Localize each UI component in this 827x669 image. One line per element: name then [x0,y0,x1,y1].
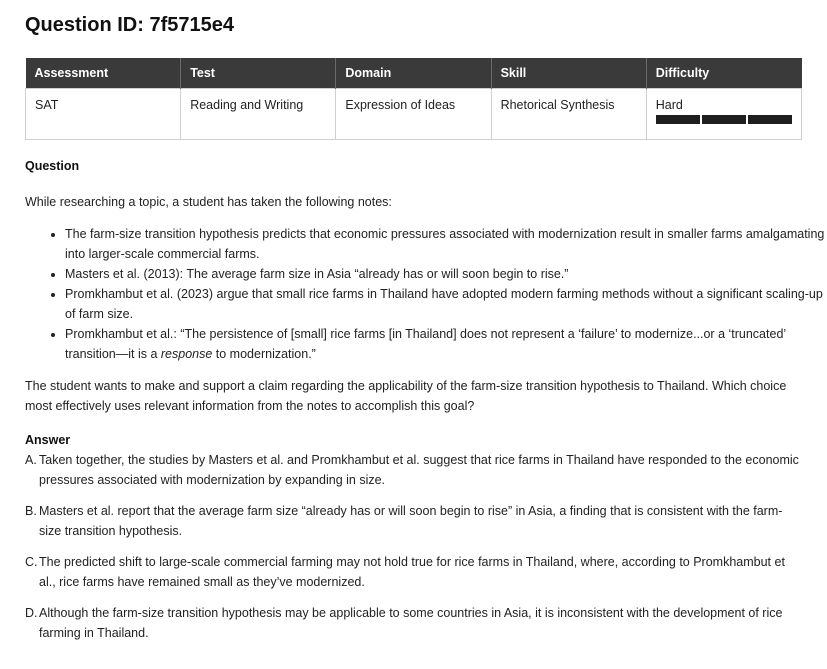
question-prompt: The student wants to make and support a claim regarding the applicability of the farm-size transition hypothesis to Thailand. Which choice most effectively uses relevant information from the notes to accomplish this goal? [25,379,787,413]
page-title: Question ID: 7f5715e4 [25,14,234,36]
answer-choices [25,450,800,654]
difficulty-label: Hard [655,98,683,112]
value-test: Reading and Writing [181,89,336,140]
answer-choice-c [25,552,800,592]
value-difficulty-cell [646,89,801,140]
meta-value-row [26,89,802,140]
answer-choice-b [25,501,800,541]
notes-list [25,224,827,364]
answer-choice-d [25,603,800,643]
value-domain: Expression of Ideas [336,89,491,140]
answer-text: The predicted shift to large-scale commercial farming may not hold true for rice farms in Thailand, where, according to Promkhambut et al., rice farms have remained small as they’ve modernized. [39,555,785,589]
note-item: • The farm-size transition hypothesis predicts that economic pressures associated with modernization result in smaller farms amalgamating into larger-scale commercial farms. [65,224,827,264]
header-domain: Domain [336,58,491,89]
note-item: • Masters et al. (2013): The average farm size in Asia “already has or will soon begin to rise.” [65,264,827,284]
answer-letter: A. [25,453,37,467]
header-skill: Skill [491,58,646,89]
difficulty-segment [748,115,792,124]
answer-text: Masters et al. report that the average farm size “already has or will soon begin to rise” in Asia, a finding that is consistent with the farm-size transition hypothesis. [39,504,783,538]
answer-label: Answer [25,433,71,447]
question-intro: While researching a topic, a student has taken the following notes: [25,195,392,209]
question-label: Question [25,159,80,173]
header-test: Test [181,58,336,89]
difficulty-segment [702,115,746,124]
note-item: • Promkhambut et al. (2023) argue that small rice farms in Thailand have adopted modern farming methods without a significant scaling-up of farm size. [65,284,827,324]
difficulty-meter [656,115,792,124]
note-text: to modernization.” [212,347,316,361]
answer-letter: C. [25,555,38,569]
value-assessment: SAT [26,89,181,140]
header-assessment: Assessment [26,58,181,89]
answer-letter: D. [25,606,38,620]
header-difficulty: Difficulty [646,58,801,89]
meta-header-row [26,58,802,89]
answer-text: Taken together, the studies by Masters et al. and Promkhambut et al. suggest that rice farms in Thailand have responded to the economic pressures associated with modernization by expanding in size. [39,453,799,487]
difficulty-segment [656,115,700,124]
answer-text: Although the farm-size transition hypothesis may be applicable to some countries in Asia, it is inconsistent with the development of rice farming in Thailand. [39,606,783,640]
note-item [65,324,827,364]
answer-choice-a [25,450,800,490]
note-emphasis: response [160,347,213,361]
answer-letter: B. [25,504,37,518]
note-text: Promkhambut et al.: “The persistence of [small] rice farms [in Thailand] does not represent a ‘failure’ to modernize...or a ‘truncated’ transition—it is a [65,327,786,361]
value-skill: Rhetorical Synthesis [491,89,646,140]
question-meta-table [25,58,802,140]
